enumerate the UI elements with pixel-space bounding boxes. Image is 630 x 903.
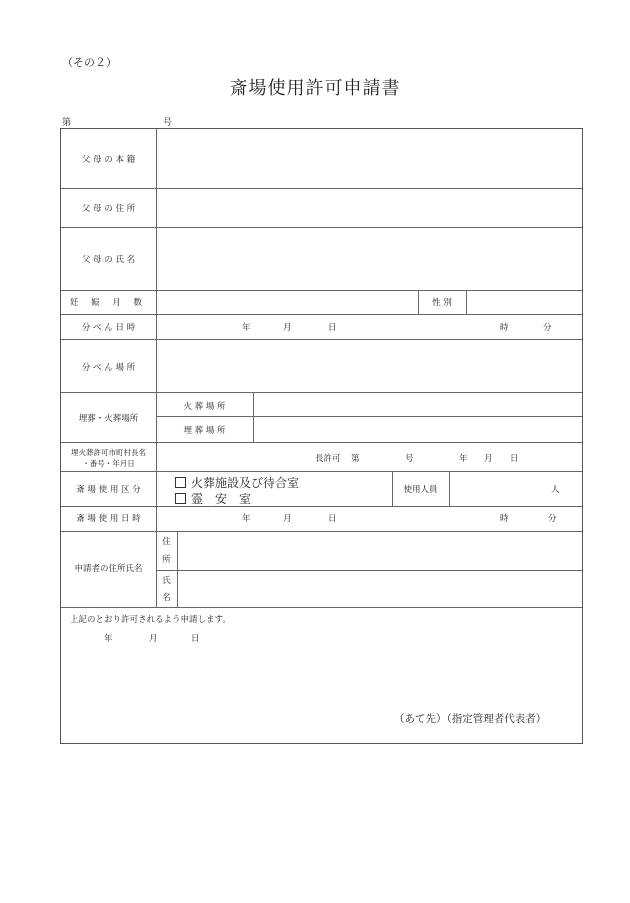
option-crematorium[interactable] [175, 474, 299, 491]
label-delivery-datetime: 分 べ ん 日 時 [81, 323, 136, 333]
facility-day: 日 [328, 514, 337, 524]
label-name-2: 名 [162, 593, 171, 603]
label-facility-category: 斎 場 使 用 区 分 [76, 485, 141, 495]
label-applicant: 申請者の住所氏名 [74, 564, 143, 574]
permit-dai: 第 [351, 454, 360, 464]
label-users-count: 使用人員 [403, 485, 438, 495]
permit-go: 号 [405, 454, 414, 464]
permit-chou: 長許可 [315, 454, 341, 464]
checkbox-mortuary[interactable] [175, 493, 186, 504]
permit-month: 月 [484, 454, 493, 464]
number-dai: 第 [62, 118, 72, 128]
label-address-2: 所 [162, 555, 171, 565]
option-mortuary[interactable] [175, 490, 251, 507]
number-go: 号 [162, 118, 172, 128]
option-mortuary-label: 霊 安 室 [191, 492, 252, 506]
delivery-month: 月 [283, 323, 292, 333]
label-name-1: 氏 [162, 576, 171, 586]
label-permit-line1: 埋火葬許可市町村長名 [71, 448, 146, 457]
label-pregnancy-months: 妊 娠 月 数 [69, 298, 148, 308]
label-delivery-place: 分 べ ん 場 所 [81, 363, 136, 373]
application-month: 月 [149, 634, 158, 644]
label-permit-line2: ・番号・年月日 [82, 459, 135, 468]
delivery-hour: 時 [500, 323, 509, 333]
delivery-day: 日 [328, 323, 337, 333]
application-day: 日 [191, 634, 200, 644]
label-parents-name: 父 母 の 氏 名 [81, 255, 136, 265]
application-statement: 上記のとおり許可されるよう申請します。 [70, 615, 231, 625]
label-burial-cremation-place: 埋葬・火葬場所 [78, 414, 139, 424]
page-title: 斎場使用許可申請書 [229, 78, 401, 99]
document-number [62, 115, 172, 128]
label-cremation-site: 火 葬 場 所 [183, 402, 226, 412]
facility-year: 年 [242, 514, 251, 524]
label-parents-address: 父 母 の 住 所 [81, 204, 136, 214]
facility-minute: 分 [548, 514, 557, 524]
label-sex: 性 別 [432, 298, 452, 308]
label-address-1: 住 [162, 537, 171, 547]
facility-month: 月 [283, 514, 292, 524]
delivery-minute: 分 [543, 323, 552, 333]
checkbox-crematorium[interactable] [175, 477, 186, 488]
application-form-table [60, 128, 583, 744]
addressee: （あて先）（指定管理者代表者） [394, 713, 547, 725]
application-year: 年 [104, 634, 113, 644]
label-burial-site: 埋 葬 場 所 [183, 426, 226, 436]
form-variant-note: （その２） [62, 56, 117, 69]
permit-year: 年 [459, 454, 468, 464]
permit-day: 日 [510, 454, 519, 464]
facility-hour: 時 [500, 514, 509, 524]
delivery-year: 年 [242, 323, 251, 333]
option-crematorium-label: 火葬施設及び待合室 [191, 476, 300, 490]
label-facility-datetime: 斎 場 使 用 日 時 [76, 514, 141, 524]
label-parents-domicile: 父 母 の 本 籍 [81, 155, 136, 165]
users-count-unit: 人 [551, 485, 560, 495]
